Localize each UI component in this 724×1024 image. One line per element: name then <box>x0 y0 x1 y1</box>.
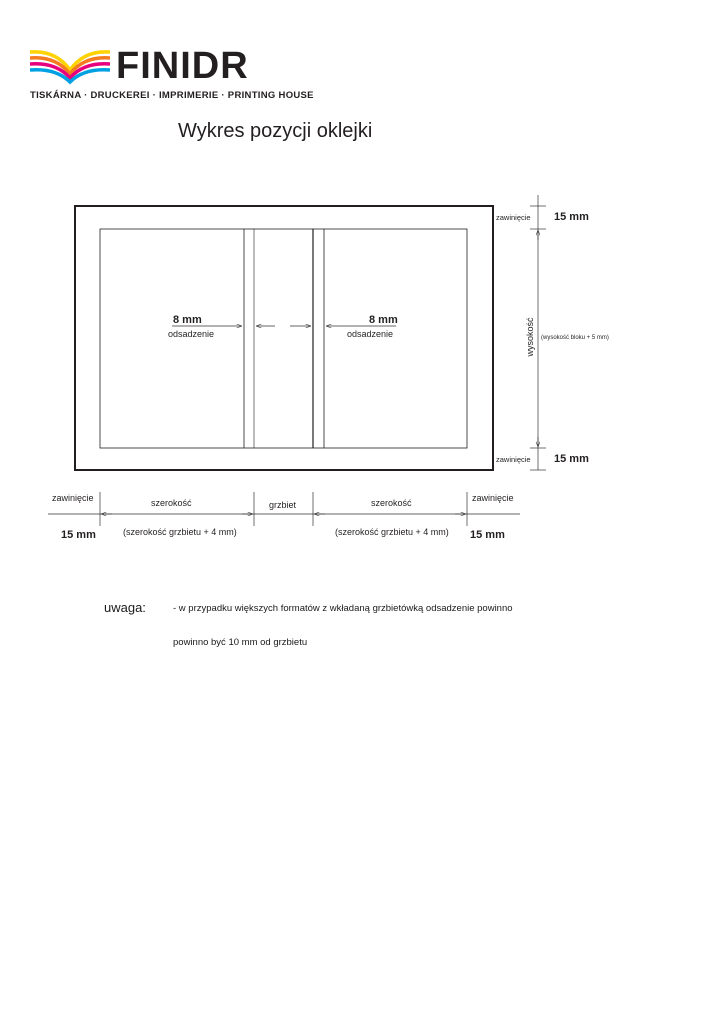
cover-outer-border <box>75 206 493 470</box>
note-line-2: powinno być 10 mm od grzbietu <box>173 637 308 648</box>
right-turnin-label: zawinięcie <box>472 493 514 503</box>
left-turnin-label: zawinięcie <box>52 493 94 503</box>
top-turnin-label: zawinięcie <box>496 213 531 222</box>
width-right-note: (szerokość grzbietu + 4 mm) <box>335 527 449 537</box>
width-left-note: (szerokość grzbietu + 4 mm) <box>123 527 237 537</box>
brand-name: FINIDR <box>116 45 249 87</box>
height-label: wysokość <box>525 317 535 357</box>
bottom-turnin-label: zawinięcie <box>496 455 531 464</box>
width-left-label: szerokość <box>151 498 192 508</box>
note-line-1: - w przypadku większych formatów z wkładaną grzbietówką odsadzenie powinno <box>173 603 513 614</box>
spine-label: grzbiet <box>269 500 297 510</box>
right-offset-value: 8 mm <box>369 314 398 326</box>
right-turnin-value: 15 mm <box>470 529 505 541</box>
left-offset-label: odsadzenie <box>168 329 215 339</box>
brand-tagline: TISKÁRNA · DRUCKEREI · IMPRIMERIE · PRINTING HOUSE <box>30 90 314 101</box>
note-heading: uwaga: <box>104 600 146 615</box>
top-turnin-value: 15 mm <box>554 211 589 223</box>
page-title: Wykres pozycji oklejki <box>178 120 373 142</box>
bottom-turnin-value: 15 mm <box>554 453 589 465</box>
height-note: (wysokość bloku + 5 mm) <box>541 335 609 341</box>
board-area <box>100 229 467 448</box>
left-offset-value: 8 mm <box>173 314 202 326</box>
right-offset-label: odsadzenie <box>347 329 394 339</box>
width-right-label: szerokość <box>371 498 412 508</box>
left-turnin-value: 15 mm <box>61 529 96 541</box>
